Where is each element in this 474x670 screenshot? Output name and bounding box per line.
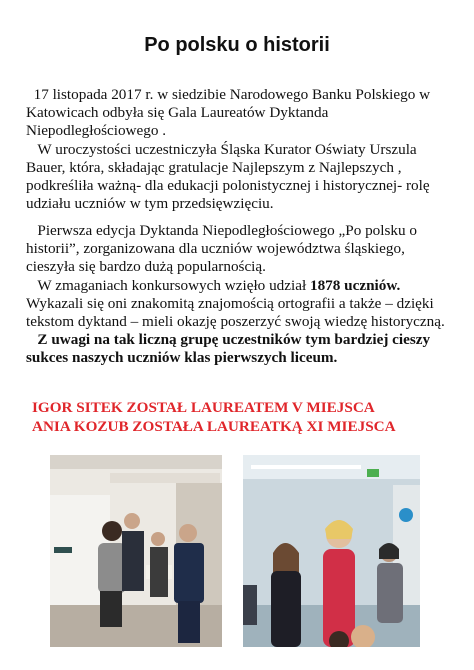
participants-text-start: W zmaganiach konkursowych wzięło udział (26, 276, 310, 294)
page-title: Po polsku o historii (144, 34, 330, 56)
participants-count: 1878 uczniów. (309, 276, 401, 294)
paragraph-first-edition: Pierwsza edycja Dyktanda Niepodległościowego „Po polsku o historii”, zorganizowana dla uczniów województwa śląskiego, cieszyła się bardzo dużą popularnością. (26, 222, 417, 276)
participants-text-end: Wykazali się oni znakomitą znajomością ortografii a także – dzięki tekstom dyktand – mieli okazję poszerzyć swoją wiedzę historyczną. (26, 294, 445, 331)
photo-award-ceremony-illustration (50, 455, 222, 647)
announcement-igor: IGOR SITEK ZOSTAŁ LAUREATEM V MIEJSCA (32, 399, 375, 416)
paragraph-kurator: W uroczystości uczestniczyła Śląska Kurator Oświaty Urszula Bauer, która, składając gratulacje Najlepszym z Najlepszych , podkreśliła ważną- dla edukacji polonistycznej i historycznej- rolę udziału uczniów w tym przedsięwzięciu. (26, 140, 430, 213)
photo-award-ceremony (50, 455, 222, 647)
photo-laureates-illustration (243, 455, 420, 647)
success-text: Z uwagi na tak liczną grupę uczestników tym bardziej cieszy sukces naszych uczniów klas pierwszych liceum. (26, 331, 431, 367)
paragraph-gala: 17 listopada 2017 r. w siedzibie Narodowego Banku Polskiego w Katowicach odbyła się Gala Laureatów Dyktanda Niepodległościowego . (26, 86, 431, 140)
paragraph-participants (26, 277, 451, 332)
paragraph-success (26, 331, 451, 367)
photo-laureates (243, 455, 420, 647)
intro-text (26, 86, 451, 213)
announcement-ania: ANIA KOZUB ZOSTAŁA LAUREATKĄ XI MIEJSCA (32, 418, 396, 435)
contest-text (26, 222, 451, 368)
laureates-announcement (32, 398, 452, 436)
